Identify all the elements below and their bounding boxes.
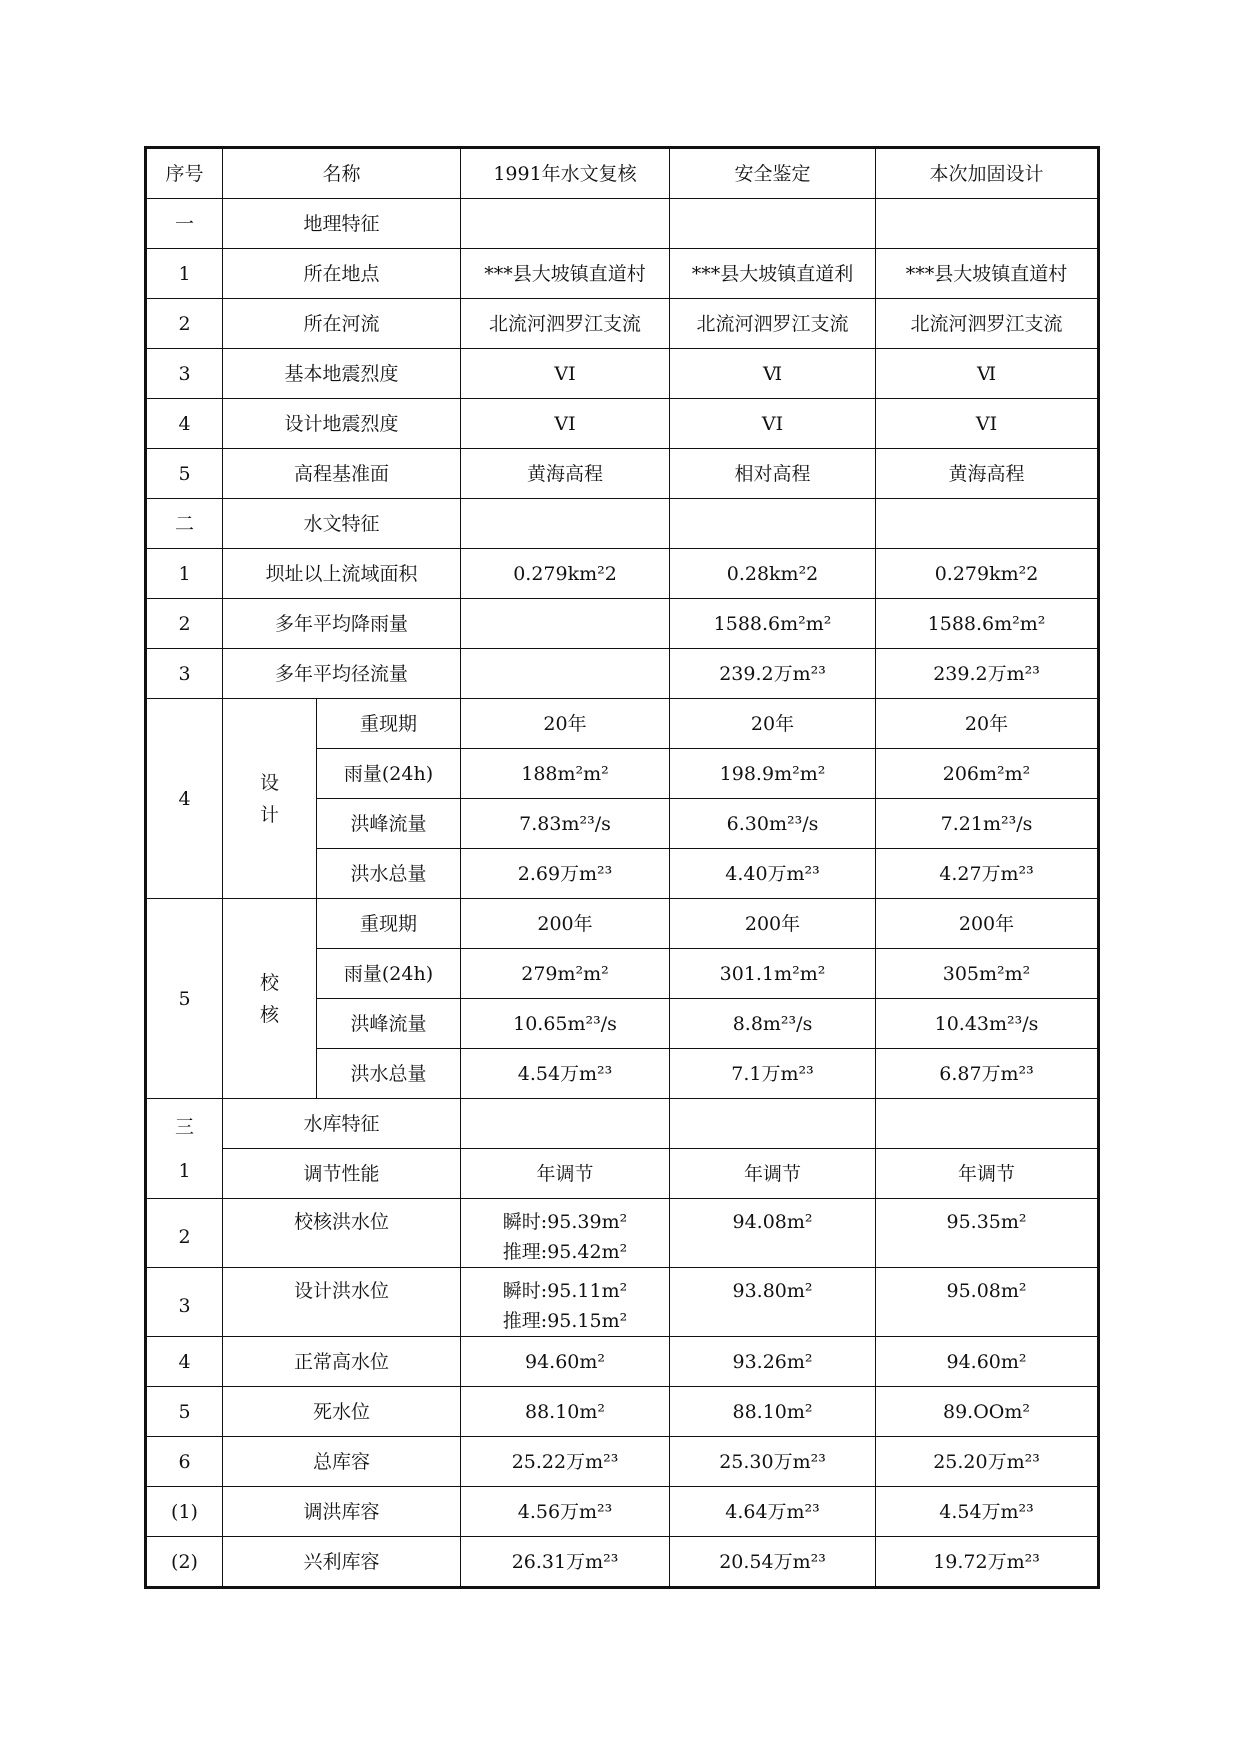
cell-safety: 相对高程 bbox=[670, 449, 876, 499]
row-no: 5 bbox=[147, 1387, 223, 1437]
cell-design: 4.54万m²³ bbox=[876, 1487, 1098, 1537]
row-name: 洪水总量 bbox=[317, 1049, 461, 1099]
group-label-bottom: 计 bbox=[259, 803, 279, 826]
cell-1991: 黄海高程 bbox=[461, 449, 670, 499]
cell-design: 25.20万m²³ bbox=[876, 1437, 1098, 1487]
row-name: 洪峰流量 bbox=[317, 999, 461, 1049]
group-label-design bbox=[223, 699, 317, 899]
cell-safety: 北流河泗罗江支流 bbox=[670, 299, 876, 349]
cell-1991: 年调节 bbox=[461, 1149, 670, 1199]
value-inference: 推理:95.15m² bbox=[502, 1310, 628, 1332]
section-title: 地理特征 bbox=[223, 199, 461, 249]
cell-1991: VI bbox=[461, 349, 670, 399]
section-no: 二 bbox=[147, 499, 223, 549]
row-no: 3 bbox=[147, 349, 223, 399]
section-title: 水文特征 bbox=[223, 499, 461, 549]
header-1991: 1991年水文复核 bbox=[461, 149, 670, 199]
cell-1991: 94.60m² bbox=[461, 1337, 670, 1387]
cell-safety: ***县大坡镇直道利 bbox=[670, 249, 876, 299]
cell-1991: 26.31万m²³ bbox=[461, 1537, 670, 1587]
cell-design: 305m²m² bbox=[876, 949, 1098, 999]
cell-1991: 7.83m²³/s bbox=[461, 799, 670, 849]
section-no-and-row-1 bbox=[147, 1099, 223, 1199]
row-no: 1 bbox=[147, 549, 223, 599]
table-row bbox=[147, 1537, 1098, 1587]
table-row bbox=[147, 349, 1098, 399]
header-row bbox=[147, 149, 1098, 199]
cell-1991 bbox=[461, 649, 670, 699]
row-no: 6 bbox=[147, 1437, 223, 1487]
cell-safety: 200年 bbox=[670, 899, 876, 949]
reservoir-characteristics-table bbox=[146, 148, 1098, 1587]
cell-design: 北流河泗罗江支流 bbox=[876, 299, 1098, 349]
cell-design: 239.2万m²³ bbox=[876, 649, 1098, 699]
cell-1991 bbox=[461, 599, 670, 649]
cell-design: 89.OOm² bbox=[876, 1387, 1098, 1437]
cell-1991: 279m²m² bbox=[461, 949, 670, 999]
section-no: 三 bbox=[174, 1115, 194, 1138]
group-label-check bbox=[223, 899, 317, 1099]
cell-1991: 4.56万m²³ bbox=[461, 1487, 670, 1537]
cell-design: 19.72万m²³ bbox=[876, 1537, 1098, 1587]
row-name: 重现期 bbox=[317, 899, 461, 949]
cell-safety: 4.40万m²³ bbox=[670, 849, 876, 899]
cell-empty bbox=[670, 199, 876, 249]
cell-1991: 20年 bbox=[461, 699, 670, 749]
cell-safety: 6.30m²³/s bbox=[670, 799, 876, 849]
table-row bbox=[147, 249, 1098, 299]
cell-1991: 0.279km²2 bbox=[461, 549, 670, 599]
cell-1991 bbox=[461, 1199, 670, 1268]
cell-safety: 7.1万m²³ bbox=[670, 1049, 876, 1099]
cell-safety: 年调节 bbox=[670, 1149, 876, 1199]
cell-safety: 198.9m²m² bbox=[670, 749, 876, 799]
cell-1991: 北流河泗罗江支流 bbox=[461, 299, 670, 349]
row-no: 2 bbox=[147, 1199, 223, 1268]
cell-1991 bbox=[461, 1268, 670, 1337]
cell-safety: 94.08m² bbox=[670, 1199, 876, 1268]
row-name: 所在地点 bbox=[223, 249, 461, 299]
table-row bbox=[147, 1487, 1098, 1537]
header-safety: 安全鉴定 bbox=[670, 149, 876, 199]
table-row bbox=[147, 549, 1098, 599]
cell-design: 20年 bbox=[876, 699, 1098, 749]
group-label-top: 设 bbox=[259, 771, 279, 794]
cell-safety: 4.64万m²³ bbox=[670, 1487, 876, 1537]
cell-design: 年调节 bbox=[876, 1149, 1098, 1199]
row-no: 2 bbox=[147, 299, 223, 349]
row-no: 4 bbox=[147, 699, 223, 899]
row-no: 5 bbox=[147, 449, 223, 499]
table-row bbox=[147, 1337, 1098, 1387]
cell-design: VI bbox=[876, 399, 1098, 449]
header-design: 本次加固设计 bbox=[876, 149, 1098, 199]
table-row bbox=[147, 1437, 1098, 1487]
cell-design: Ⅵ bbox=[876, 349, 1098, 399]
table-row bbox=[147, 899, 1098, 949]
header-no: 序号 bbox=[147, 149, 223, 199]
cell-safety: 20.54万m²³ bbox=[670, 1537, 876, 1587]
cell-design: 7.21m²³/s bbox=[876, 799, 1098, 849]
cell-empty bbox=[876, 1099, 1098, 1149]
row-name: 设计地震烈度 bbox=[223, 399, 461, 449]
row-no: 1 bbox=[147, 249, 223, 299]
cell-empty bbox=[876, 499, 1098, 549]
row-name: 雨量(24h) bbox=[317, 749, 461, 799]
cell-safety: Ⅵ bbox=[670, 349, 876, 399]
cell-design: ***县大坡镇直道村 bbox=[876, 249, 1098, 299]
cell-empty bbox=[670, 499, 876, 549]
cell-safety: 25.30万m²³ bbox=[670, 1437, 876, 1487]
cell-safety: 239.2万m²³ bbox=[670, 649, 876, 699]
cell-design: 95.08m² bbox=[876, 1268, 1098, 1337]
cell-safety: 93.26m² bbox=[670, 1337, 876, 1387]
group-label-bottom: 核 bbox=[259, 1003, 279, 1026]
row-name: 调节性能 bbox=[223, 1149, 461, 1199]
row-name: 所在河流 bbox=[223, 299, 461, 349]
cell-design: 206m²m² bbox=[876, 749, 1098, 799]
cell-1991: 25.22万m²³ bbox=[461, 1437, 670, 1487]
section-title: 水库特征 bbox=[223, 1099, 461, 1149]
row-name: 校核洪水位 bbox=[223, 1199, 461, 1268]
row-name: 多年平均径流量 bbox=[223, 649, 461, 699]
cell-safety: 88.10m² bbox=[670, 1387, 876, 1437]
row-no: 3 bbox=[147, 649, 223, 699]
cell-design: 4.27万m²³ bbox=[876, 849, 1098, 899]
cell-safety: 1588.6m²m² bbox=[670, 599, 876, 649]
row-name: 兴利库容 bbox=[223, 1537, 461, 1587]
row-name: 洪水总量 bbox=[317, 849, 461, 899]
row-name: 调洪库容 bbox=[223, 1487, 461, 1537]
row-name: 设计洪水位 bbox=[223, 1268, 461, 1337]
cell-safety: 20年 bbox=[670, 699, 876, 749]
row-name: 死水位 bbox=[223, 1387, 461, 1437]
value-instant: 瞬时:95.11m² bbox=[502, 1280, 628, 1302]
cell-1991: VI bbox=[461, 399, 670, 449]
cell-design: 200年 bbox=[876, 899, 1098, 949]
row-no: (2) bbox=[147, 1537, 223, 1587]
row-name: 基本地震烈度 bbox=[223, 349, 461, 399]
cell-design: 0.279km²2 bbox=[876, 549, 1098, 599]
cell-safety: 301.1m²m² bbox=[670, 949, 876, 999]
cell-design: 94.60m² bbox=[876, 1337, 1098, 1387]
cell-empty bbox=[876, 199, 1098, 249]
table-row bbox=[147, 299, 1098, 349]
cell-empty bbox=[670, 1099, 876, 1149]
row-name: 高程基准面 bbox=[223, 449, 461, 499]
cell-design: 黄海高程 bbox=[876, 449, 1098, 499]
cell-design: 1588.6m²m² bbox=[876, 599, 1098, 649]
table-row bbox=[147, 1268, 1098, 1337]
cell-safety: VI bbox=[670, 399, 876, 449]
cell-empty bbox=[461, 1099, 670, 1149]
cell-1991: 4.54万m²³ bbox=[461, 1049, 670, 1099]
cell-empty bbox=[461, 199, 670, 249]
cell-safety: 8.8m²³/s bbox=[670, 999, 876, 1049]
section-row-reservoir bbox=[147, 1099, 1098, 1149]
row-name: 重现期 bbox=[317, 699, 461, 749]
table-row bbox=[147, 649, 1098, 699]
table-row bbox=[147, 1387, 1098, 1437]
table-row bbox=[147, 1149, 1098, 1199]
row-name: 正常高水位 bbox=[223, 1337, 461, 1387]
table-row bbox=[147, 699, 1098, 749]
cell-design: 6.87万m²³ bbox=[876, 1049, 1098, 1099]
table-row bbox=[147, 599, 1098, 649]
row-name: 雨量(24h) bbox=[317, 949, 461, 999]
table-row bbox=[147, 399, 1098, 449]
cell-1991: 88.10m² bbox=[461, 1387, 670, 1437]
row-name: 坝址以上流域面积 bbox=[223, 549, 461, 599]
section-row-hydro bbox=[147, 499, 1098, 549]
cell-design: 95.35m² bbox=[876, 1199, 1098, 1268]
value-inference: 推理:95.42m² bbox=[502, 1241, 628, 1263]
row-no: 1 bbox=[178, 1159, 191, 1182]
cell-design: 10.43m²³/s bbox=[876, 999, 1098, 1049]
table-row bbox=[147, 449, 1098, 499]
header-name: 名称 bbox=[223, 149, 461, 199]
cell-1991: 200年 bbox=[461, 899, 670, 949]
cell-1991: 10.65m²³/s bbox=[461, 999, 670, 1049]
table-row bbox=[147, 1199, 1098, 1268]
row-no: (1) bbox=[147, 1487, 223, 1537]
row-name: 多年平均降雨量 bbox=[223, 599, 461, 649]
row-name: 总库容 bbox=[223, 1437, 461, 1487]
cell-safety: 93.80m² bbox=[670, 1268, 876, 1337]
row-no: 5 bbox=[147, 899, 223, 1099]
row-no: 4 bbox=[147, 399, 223, 449]
section-no: 一 bbox=[147, 199, 223, 249]
cell-safety: 0.28km²2 bbox=[670, 549, 876, 599]
row-no: 2 bbox=[147, 599, 223, 649]
cell-empty bbox=[461, 499, 670, 549]
row-no: 3 bbox=[147, 1268, 223, 1337]
row-no: 4 bbox=[147, 1337, 223, 1387]
section-row-geo bbox=[147, 199, 1098, 249]
cell-1991: 188m²m² bbox=[461, 749, 670, 799]
value-instant: 瞬时:95.39m² bbox=[502, 1211, 628, 1233]
cell-1991: ***县大坡镇直道村 bbox=[461, 249, 670, 299]
cell-1991: 2.69万m²³ bbox=[461, 849, 670, 899]
row-name: 洪峰流量 bbox=[317, 799, 461, 849]
group-label-top: 校 bbox=[259, 971, 279, 994]
